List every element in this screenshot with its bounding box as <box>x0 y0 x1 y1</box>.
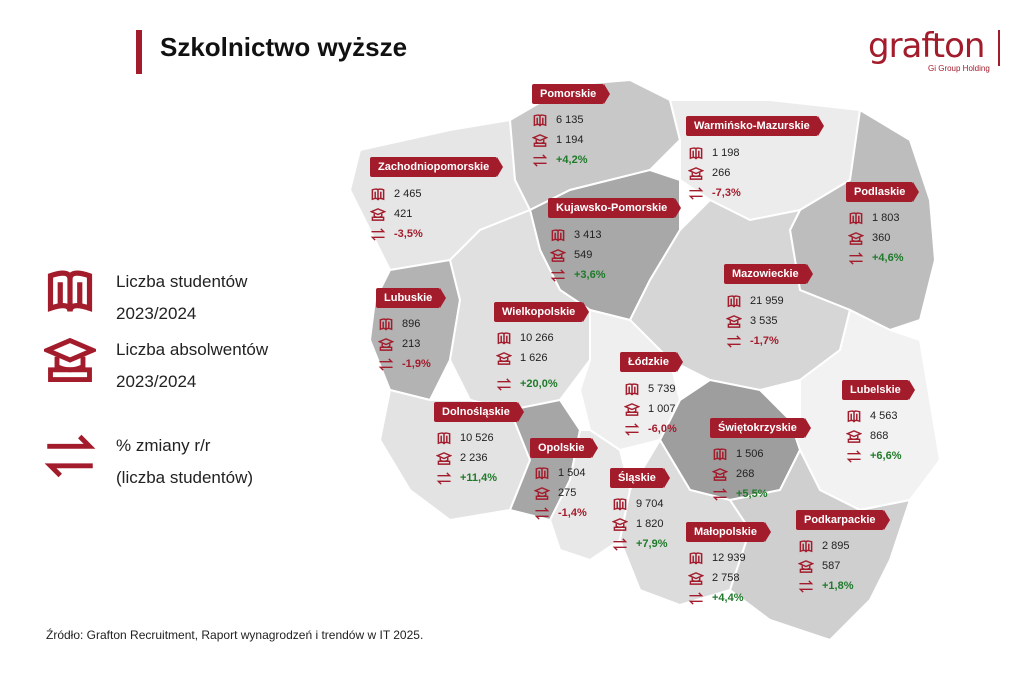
legend-students-year: 2023/2024 <box>116 304 197 323</box>
tag-warminsko-mazurskie: Warmińsko-Mazurskie <box>686 116 818 136</box>
tag-lubuskie: Lubuskie <box>376 288 440 308</box>
graduation-cap-icon <box>370 207 386 222</box>
legend-graduates-label: Liczba absolwentów <box>116 340 269 359</box>
graduation-cap-icon <box>798 559 814 574</box>
stats-malopolskie <box>688 548 746 608</box>
change-value: -7,3% <box>712 187 741 199</box>
stats-pomorskie <box>532 110 588 170</box>
book-icon <box>726 294 742 309</box>
exchange-arrows-icon <box>534 506 550 521</box>
change-value: +6,6% <box>870 450 902 462</box>
students-value: 1 504 <box>558 467 586 479</box>
students-value: 2 465 <box>394 188 422 200</box>
legend-students-label: Liczba studentów <box>116 272 248 291</box>
graduates-value: 213 <box>402 338 421 350</box>
graduates-value: 1 007 <box>648 403 676 415</box>
students-value: 1 506 <box>736 448 764 460</box>
graduation-cap-icon <box>848 231 864 246</box>
stats-lodzkie <box>624 379 677 439</box>
stats-warminsko-mazurskie <box>688 143 741 203</box>
graduation-cap-icon <box>550 248 566 263</box>
change-value: -1,4% <box>558 507 587 519</box>
graduation-cap-icon <box>496 351 512 366</box>
tag-kujawsko-pomorskie: Kujawsko-Pomorskie <box>548 198 675 218</box>
students-value: 1 198 <box>712 147 740 159</box>
tag-swietokrzyskie: Świętokrzyskie <box>710 418 805 438</box>
stats-kujawsko-pomorskie <box>550 225 606 285</box>
graduation-cap-icon <box>612 517 628 532</box>
stats-wielkopolskie <box>496 328 558 394</box>
students-value: 10 266 <box>520 332 554 344</box>
tag-podlaskie: Podlaskie <box>846 182 913 202</box>
logo-divider <box>998 30 1000 66</box>
stats-podlaskie <box>848 208 904 268</box>
tag-zachodniopomorskie: Zachodniopomorskie <box>370 157 497 177</box>
stats-swietokrzyskie <box>712 444 768 504</box>
tag-lodzkie: Łódzkie <box>620 352 677 372</box>
book-icon <box>798 539 814 554</box>
exchange-arrows-icon <box>550 268 566 283</box>
exchange-arrows-icon <box>846 449 862 464</box>
exchange-arrows-icon <box>378 357 394 372</box>
graduation-cap-icon <box>688 571 704 586</box>
students-value: 4 563 <box>870 410 898 422</box>
source-note: Źródło: Grafton Recruitment, Raport wynagrodzeń i trendów w IT 2025. <box>46 628 424 642</box>
students-value: 6 135 <box>556 114 584 126</box>
legend-change-note: (liczba studentów) <box>116 468 254 487</box>
students-value: 2 895 <box>822 540 850 552</box>
stats-lubelskie <box>846 406 902 466</box>
graduates-value: 1 626 <box>520 352 548 364</box>
exchange-arrows-icon <box>688 186 704 201</box>
tag-pomorskie: Pomorskie <box>532 84 604 104</box>
exchange-arrows-icon <box>688 591 704 606</box>
students-value: 12 939 <box>712 552 746 564</box>
exchange-arrows-icon <box>532 153 548 168</box>
logo-wordmark: grafton <box>868 26 985 66</box>
tag-mazowieckie: Mazowieckie <box>724 264 807 284</box>
graduation-cap-icon <box>534 486 550 501</box>
students-value: 9 704 <box>636 498 664 510</box>
stats-opolskie <box>534 463 587 523</box>
book-icon <box>44 266 96 318</box>
page-title: Szkolnictwo wyższe <box>160 32 408 62</box>
stats-dolnoslaskie <box>436 428 497 488</box>
graduates-value: 549 <box>574 249 593 261</box>
graduates-value: 421 <box>394 208 413 220</box>
graduation-cap-icon <box>846 429 862 444</box>
exchange-arrows-icon <box>370 227 386 242</box>
change-value: +5,5% <box>736 488 768 500</box>
graduates-value: 1 820 <box>636 518 664 530</box>
logo-subtitle: Gi Group Holding <box>928 64 990 73</box>
students-value: 3 413 <box>574 229 602 241</box>
graduates-value: 2 236 <box>460 452 488 464</box>
students-value: 896 <box>402 318 421 330</box>
graduates-value: 275 <box>558 487 577 499</box>
graduates-value: 360 <box>872 232 891 244</box>
graduation-cap-icon <box>436 451 452 466</box>
stats-podkarpackie <box>798 536 854 596</box>
graduates-value: 3 535 <box>750 315 778 327</box>
graduates-value: 266 <box>712 167 731 179</box>
book-icon <box>688 551 704 566</box>
tag-podkarpackie: Podkarpackie <box>796 510 884 530</box>
book-icon <box>612 497 628 512</box>
graduation-cap-icon <box>532 133 548 148</box>
tag-wielkopolskie: Wielkopolskie <box>494 302 583 322</box>
change-value: +7,9% <box>636 538 668 550</box>
legend-change-label: % zmiany r/r <box>116 436 211 455</box>
change-value: -3,5% <box>394 228 423 240</box>
students-value: 21 959 <box>750 295 784 307</box>
graduates-value: 1 194 <box>556 134 584 146</box>
book-icon <box>370 187 386 202</box>
tag-dolnoslaskie: Dolnośląskie <box>434 402 518 422</box>
book-icon <box>436 431 452 446</box>
book-icon <box>550 228 566 243</box>
change-value: +3,6% <box>574 269 606 281</box>
graduation-cap-icon <box>712 467 728 482</box>
stats-zachodniopomorskie <box>370 184 423 244</box>
book-icon <box>496 331 512 346</box>
exchange-arrows-icon <box>848 251 864 266</box>
tag-malopolskie: Małopolskie <box>686 522 765 542</box>
graduates-value: 868 <box>870 430 889 442</box>
change-value: +11,4% <box>460 472 498 484</box>
book-icon <box>624 382 640 397</box>
graduation-cap-icon <box>726 314 742 329</box>
change-value: +4,2% <box>556 154 588 166</box>
exchange-arrows-icon <box>624 422 640 437</box>
graduation-cap-icon <box>378 337 394 352</box>
exchange-arrows-icon <box>712 487 728 502</box>
book-icon <box>534 466 550 481</box>
book-icon <box>532 113 548 128</box>
title-accent-bar <box>136 30 142 74</box>
students-value: 5 739 <box>648 383 676 395</box>
graduation-cap-icon <box>44 334 96 386</box>
exchange-arrows-icon <box>44 430 96 482</box>
graduates-value: 587 <box>822 560 841 572</box>
book-icon <box>712 447 728 462</box>
change-value: +4,6% <box>872 252 904 264</box>
graduation-cap-icon <box>688 166 704 181</box>
tag-opolskie: Opolskie <box>530 438 592 458</box>
book-icon <box>848 211 864 226</box>
exchange-arrows-icon <box>612 537 628 552</box>
change-value: -6,0% <box>648 423 677 435</box>
graduates-value: 2 758 <box>712 572 740 584</box>
exchange-arrows-icon <box>436 471 452 486</box>
book-icon <box>846 409 862 424</box>
legend-graduates-year: 2023/2024 <box>116 372 197 391</box>
change-value: +4,4% <box>712 592 744 604</box>
stats-lubuskie <box>378 314 431 374</box>
stats-slaskie <box>612 494 668 554</box>
change-value: -1,7% <box>750 335 779 347</box>
change-value: -1,9% <box>402 358 431 370</box>
exchange-arrows-icon <box>798 579 814 594</box>
exchange-arrows-icon <box>496 377 512 392</box>
change-value: +1,8% <box>822 580 854 592</box>
students-value: 10 526 <box>460 432 494 444</box>
book-icon <box>378 317 394 332</box>
tag-lubelskie: Lubelskie <box>842 380 909 400</box>
book-icon <box>688 146 704 161</box>
exchange-arrows-icon <box>726 334 742 349</box>
graduates-value: 268 <box>736 468 755 480</box>
stats-mazowieckie <box>726 291 784 351</box>
students-value: 1 803 <box>872 212 900 224</box>
tag-slaskie: Śląskie <box>610 468 664 488</box>
graduation-cap-icon <box>624 402 640 417</box>
change-value: +20,0% <box>520 378 558 390</box>
